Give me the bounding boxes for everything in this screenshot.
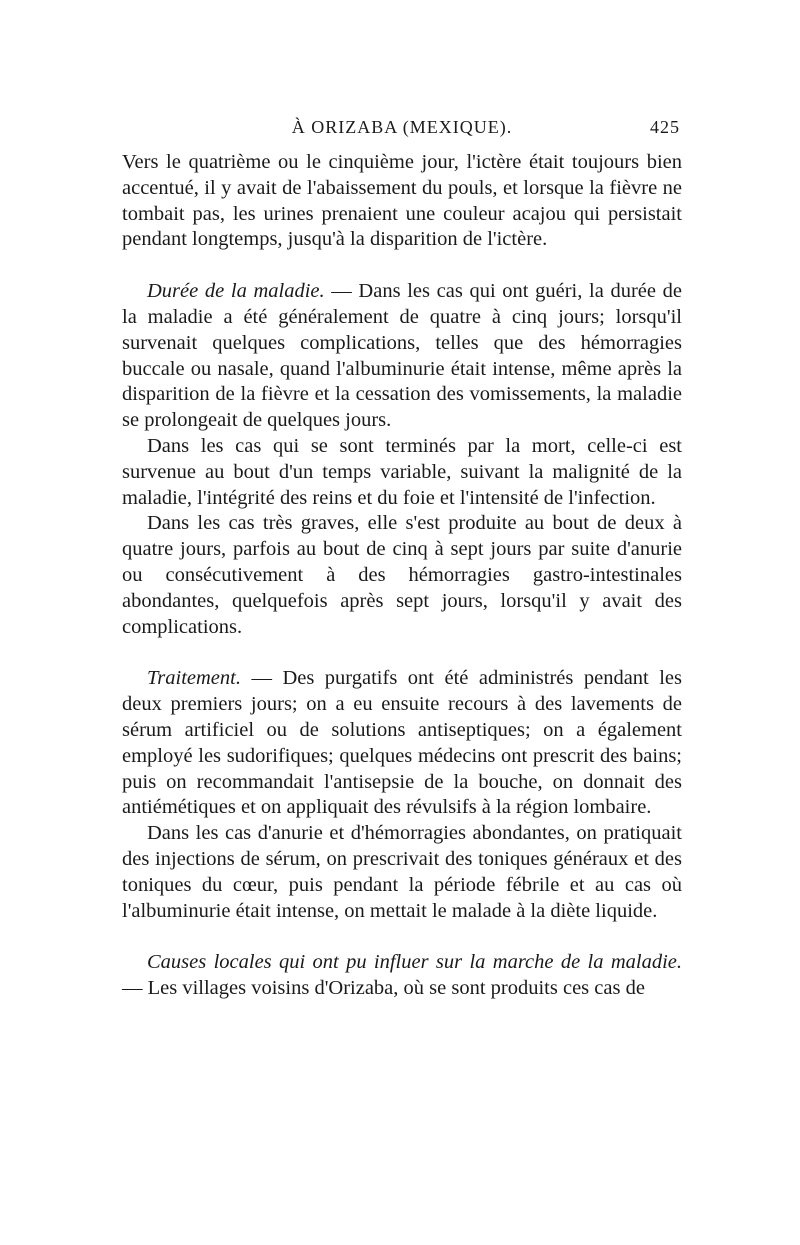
paragraph-local-causes-text: — Les villages voisins d'Orizaba, où se sont produits ces cas de <box>122 977 645 1000</box>
body-text <box>122 150 682 1002</box>
section-heading-duration: Durée de la maladie. <box>147 280 325 303</box>
paragraph-icterus: Vers le quatrième ou le cinquième jour, l'ictère était toujours bien accentué, il y avait de l'abaissement du pouls, et lorsque la fièvre ne tombait pas, les urines prenaient une couleur acajou qui persistait pendant longtemps, jusqu'à la disparition de l'ictère. <box>122 151 682 251</box>
paragraph-duration <box>122 279 682 434</box>
running-title: À ORIZABA (MEXIQUE). <box>291 117 513 137</box>
paragraph-treatment <box>122 666 682 821</box>
paragraph-death-cases: Dans les cas qui se sont terminés par la mort, celle-ci est survenue au bout d'un temps variable, suivant la malignité de la maladie, l'intégrité des reins et du foie et l'intensité de l'infection. <box>122 434 682 509</box>
page-number: 425 <box>650 117 680 137</box>
section-heading-treatment: Traitement. <box>147 667 241 690</box>
paragraph-duration-text: — Dans les cas qui ont guéri, la durée de la maladie a été généralement de quatre à cinq jours; lorsqu'il survenait quelques complications, telles que des hémorragies buccale ou nasale, quand l'albuminurie était intense, même après la disparition de la fièvre et la cessation des vomissements, la maladie se prolongeait de quelques jours. <box>122 280 682 432</box>
paragraph-local-causes <box>122 950 682 1002</box>
page-header <box>122 117 682 141</box>
paragraph-severe-cases: Dans les cas très graves, elle s'est produite au bout de deux à quatre jours, parfois au bout de cinq à sept jours par suite d'anurie ou consécutivement à des hémorragies gastro-intestinales abondantes, quelquefois après sept jours, lorsqu'il y avait des complications. <box>122 512 682 638</box>
paragraph-treatment-text: — Des purgatifs ont été administrés pendant les deux premiers jours; on a eu ensuite recours à des lavements de sérum artificiel ou de solutions antiseptiques; on a également employé les sudorifiques; quelques médecins ont prescrit des bains; puis on recommandait l'antisepsie de la bouche, on donnait des antiémétiques et on appliquait des révulsifs à la région lombaire. <box>122 667 682 819</box>
paragraph-anuria-treatment: Dans les cas d'anurie et d'hémorragies abondantes, on pratiquait des injections de sérum, on prescrivait des toniques généraux et des toniques du cœur, puis pendant la période fébrile et au cas où l'albuminurie était intense, on mettait le malade à la diète liquide. <box>122 822 682 922</box>
section-heading-local-causes: Causes locales qui ont pu influer sur la marche de la maladie. <box>147 951 682 974</box>
